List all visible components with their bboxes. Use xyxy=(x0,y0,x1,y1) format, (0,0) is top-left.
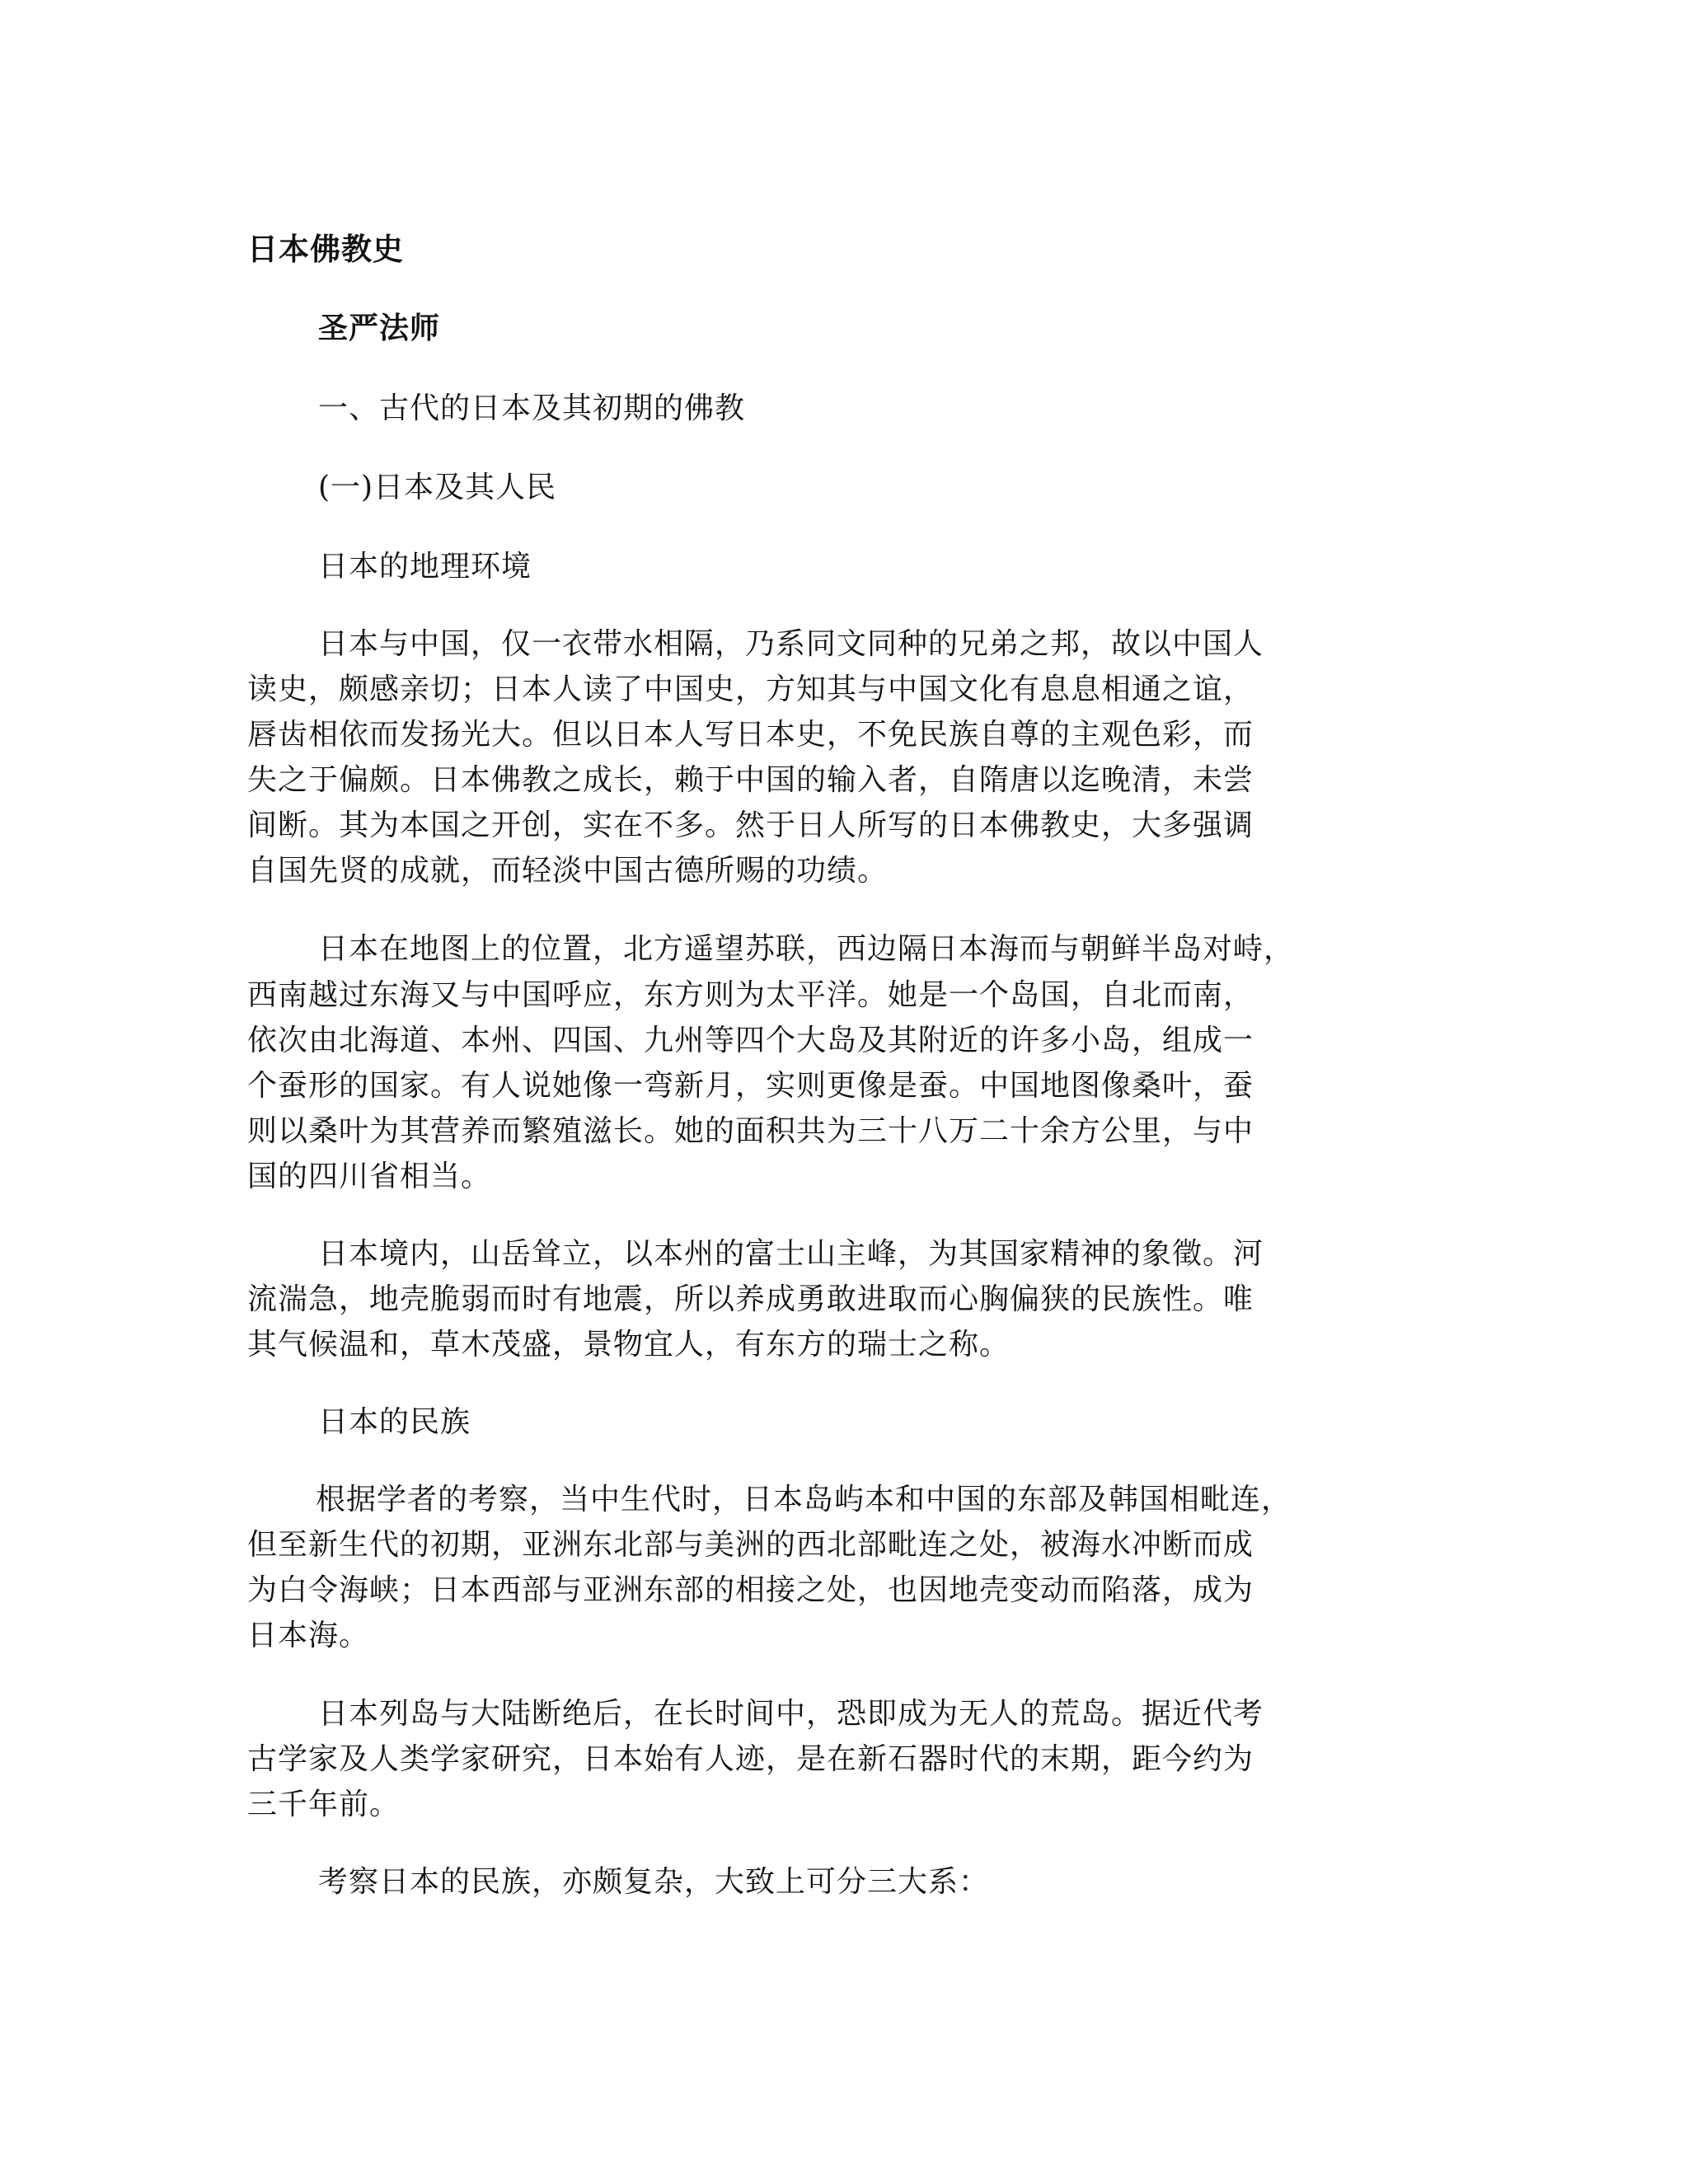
paragraph-line: 自国先贤的成就，而轻淡中国古德所赐的功绩。 xyxy=(247,854,889,888)
topic-heading-geography: 日本的地理环境 xyxy=(318,550,532,583)
paragraph-line: 日本列岛与大陆断绝后，在长时间中，恐即成为无人的荒岛。据近代考 xyxy=(318,1697,1264,1731)
paragraph-line: 国的四川省相当。 xyxy=(247,1160,492,1193)
paragraph-line: 但至新生代的初期，亚洲东北部与美洲的西北部毗连之处，被海水冲断而成 xyxy=(247,1528,1254,1562)
paragraph-line: 唇齿相依而发扬光大。但以日本人写日本史，不免民族自尊的主观色彩，而 xyxy=(247,718,1254,752)
paragraph-line: 考察日本的民族，亦颇复杂，大致上可分三大系： xyxy=(318,1865,990,1899)
paragraph-line: 则以桑叶为其营养而繁殖滋长。她的面积共为三十八万二十余方公里，与中 xyxy=(247,1114,1254,1148)
author-name: 圣严法师 xyxy=(318,311,441,345)
paragraph-line: 日本与中国，仅一衣带水相隔，乃系同文同种的兄弟之邦，故以中国人 xyxy=(318,627,1264,661)
paragraph-line: 其气候温和，草木茂盛，景物宜人，有东方的瑞士之称。 xyxy=(247,1328,1010,1361)
paragraph-line: 个蚕形的国家。有人说她像一弯新月，实则更像是蚕。中国地图像桑叶，蚕 xyxy=(247,1069,1254,1103)
document-title: 日本佛教史 xyxy=(247,231,404,267)
paragraph-line: 根据学者的考察，当中生代时，日本岛屿本和中国的东部及韩国相毗连， xyxy=(316,1483,1292,1516)
paragraph-line: 读史，颇感亲切；日本人读了中国史，方知其与中国文化有息息相通之谊， xyxy=(247,673,1254,706)
topic-heading-people: 日本的民族 xyxy=(318,1405,471,1439)
paragraph-line: 间断。其为本国之开创，实在不多。然于日人所写的日本佛教史，大多强调 xyxy=(247,808,1254,842)
section-heading: 一、古代的日本及其初期的佛教 xyxy=(318,391,746,425)
paragraph-line: 日本在地图上的位置，北方遥望苏联，西边隔日本海而与朝鲜半岛对峙， xyxy=(318,932,1295,966)
paragraph-line: 流湍急，地壳脆弱而时有地震，所以养成勇敢进取而心胸偏狭的民族性。唯 xyxy=(247,1282,1254,1316)
paragraph-line: 西南越过东海又与中国呼应，东方则为太平洋。她是一个岛国，自北而南， xyxy=(247,978,1254,1012)
subsection-heading: (一)日本及其人民 xyxy=(318,471,557,504)
paragraph-line: 为白令海峡；日本西部与亚洲东部的相接之处，也因地壳变动而陷落，成为 xyxy=(247,1573,1254,1607)
paragraph-line: 古学家及人类学家研究，日本始有人迹，是在新石器时代的末期，距今约为 xyxy=(247,1742,1254,1776)
paragraph-line: 失之于偏颇。日本佛教之成长，赖于中国的输入者，自隋唐以迄晚清，未尝 xyxy=(247,763,1254,797)
paragraph-line: 日本海。 xyxy=(247,1619,370,1652)
paragraph-line: 三千年前。 xyxy=(247,1788,401,1821)
paragraph-line: 依次由北海道、本州、四国、九州等四个大岛及其附近的许多小岛，组成一 xyxy=(247,1024,1254,1057)
paragraph-line: 日本境内，山岳耸立，以本州的富士山主峰，为其国家精神的象徵。河 xyxy=(318,1237,1264,1271)
